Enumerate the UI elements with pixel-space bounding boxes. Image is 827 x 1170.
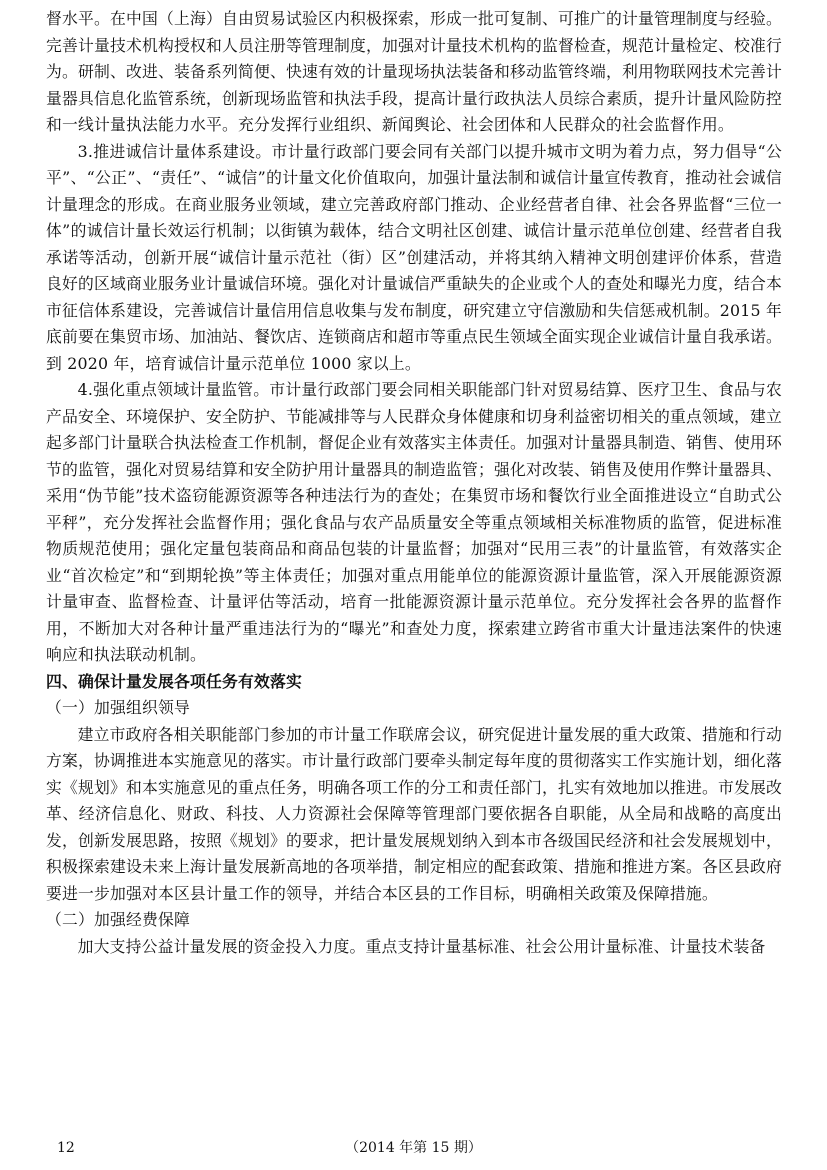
subheading-organization: （一）加强组织领导	[46, 698, 190, 717]
body-text	[46, 6, 782, 960]
paragraph-continued: 督水平。在中国（上海）自由贸易试验区内积极探索，形成一批可复制、可推广的计量管理制度与经验。完善计量技术机构授权和人员注册等管理制度，加强对计量技术机构的监督检查，规范计量检定、校准行为。研制、改进、装备系列简便、快速有效的计量现场执法装备和移动监管终端，利用物联网技术完善计量器具信息化监管系统，创新现场监管和执法手段，提高计量行政执法人员综合素质，提升计量风险防控和一线计量执法能力水平。充分发挥行业组织、新闻舆论、社会团体和人民群众的社会监督作用。	[46, 9, 782, 134]
paragraph-organization: 建立市政府各相关职能部门参加的市计量工作联席会议，研究促进计量发展的重大政策、措施和行动方案，协调推进本实施意见的落实。市计量行政部门要牵头制定每年度的贯彻落实工作实施计划，细化落实《规划》和本实施意见的重点任务，明确各项工作的分工和责任部门，扎实有效地加以推进。市发展改革、经济信息化、财政、科技、人力资源社会保障等管理部门要依据各自职能，从全局和战略的高度出发，创新发展思路，按照《规划》的要求，把计量发展规划纳入到本市各级国民经济和社会发展规划中，积极探索建设未来上海计量发展新高地的各项举措，制定相应的配套政策、措施和推进方案。各区县政府要进一步加强对本区县计量工作的领导，并结合本区县的工作目标，明确相关政策及保障措施。	[46, 724, 782, 903]
paragraph-item-4: 4.强化重点领域计量监管。市计量行政部门要会同相关职能部门针对贸易结算、医疗卫生、食品与农产品安全、环境保护、安全防护、节能减排等与人民群众身体健康和切身利益密切相关的重点领域，建立起多部门计量联合执法检查工作机制，督促企业有效落实主体责任。加强对计量器具制造、销售、使用环节的监管，强化对贸易结算和安全防护用计量器具的制造监管；强化对改装、销售及使用作弊计量器具、采用“伪节能”技术盗窃能源资源等各种违法行为的查处；在集贸市场和餐饮行业全面推进设立“自助式公平秤”，充分发挥社会监督作用；强化食品与农产品质量安全等重点领域相关标准物质的监管，促进标准物质规范使用；强化定量包装商品和商品包装的计量监督；加强对“民用三表”的计量监管，有效落实企业“首次检定”和“到期轮换”等主体责任；加强对重点用能单位的能源资源计量监管，深入开展能源资源计量审查、监督检查、计量评估等活动，培育一批能源资源计量示范单位。充分发挥社会各界的监督作用，不断加大对各种计量严重违法行为的“曝光”和查处力度，探索建立跨省市重大计量违法案件的快速响应和执法联动机制。	[46, 380, 782, 664]
issue-label: （2014 年第 15 期）	[345, 1140, 482, 1156]
paragraph-item-3: 3.推进诚信计量体系建设。市计量行政部门要会同有关部门以提升城市文明为着力点，努力倡导“公平”、“公正”、“责任”、“诚信”的计量文化价值取向，加强计量法制和诚信计量宣传教育，推动社会诚信计量理念的形成。在商业服务业领域，建立完善政府部门推动、企业经营者自律、社会各界监督“三位一体”的诚信计量长效运行机制；以街镇为载体，结合文明社区创建、诚信计量示范单位创建、经营者自我承诺等活动，创新开展“诚信计量示范社（街）区”创建活动，并将其纳入精神文明创建评价体系，营造良好的区域商业服务业计量诚信环境。强化对计量诚信严重缺失的企业或个人的查处和曝光力度，结合本市征信体系建设，完善诚信计量信用信息收集与发布制度，研究建立守信激励和失信惩戒机制。2015 年底前要在集贸市场、加油站、餐饮店、连锁商店和超市等重点民生领域全面实现企业诚信计量自我承诺。到 2020 年，培育诚信计量示范单位 1000 家以上。	[46, 141, 782, 373]
section-heading-4: 四、确保计量发展各项任务有效落实	[46, 671, 302, 691]
paragraph-funding: 加大支持公益计量发展的资金投入力度。重点支持计量基标准、社会公用计量标准、计量技术装备	[77, 936, 766, 956]
page-number: 12	[57, 1140, 75, 1156]
subheading-funding: （二）加强经费保障	[46, 910, 190, 929]
